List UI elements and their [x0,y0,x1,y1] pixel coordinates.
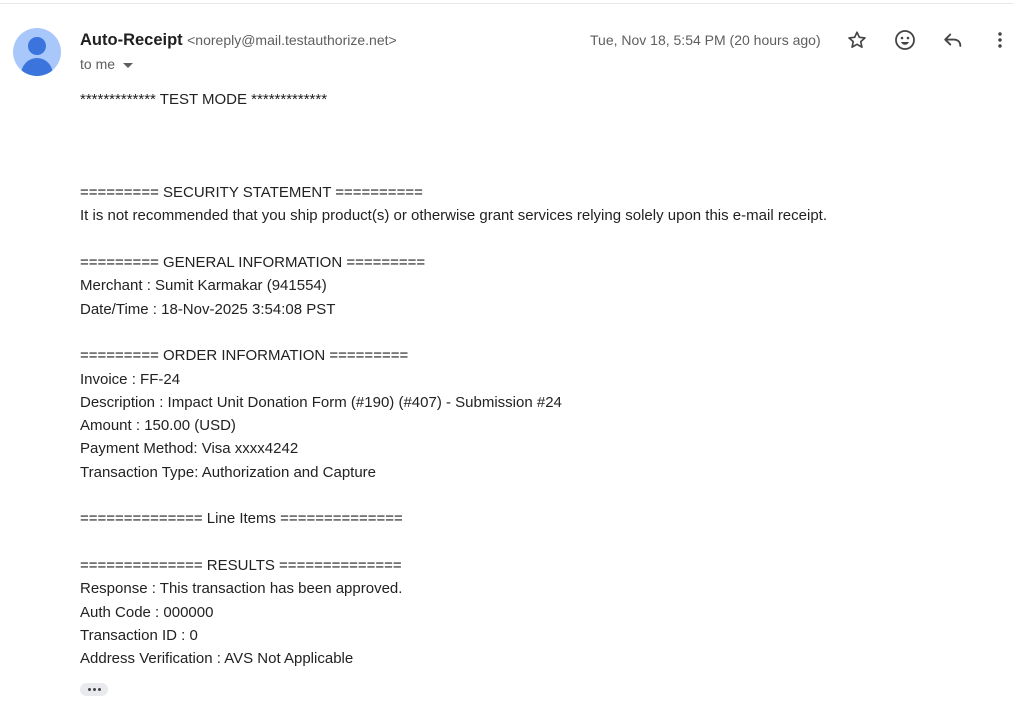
line-items-header: ============== Line Items ============== [80,510,403,528]
show-trimmed-content-button[interactable] [80,683,108,696]
description-line: Description : Impact Unit Donation Form (#190) (#407) - Submission #24 [80,393,562,411]
emoji-icon [893,28,917,52]
recipient-label: to me [80,56,116,72]
sender-avatar[interactable] [13,28,61,76]
payment-method-line: Payment Method: Visa xxxx4242 [80,440,299,458]
results-header: ============== RESULTS ============== [80,556,402,574]
ellipsis-icon [93,688,96,691]
more-options-button[interactable] [986,26,1014,54]
transaction-id-line: Transaction ID : 0 [80,626,198,644]
top-divider [0,3,1014,4]
security-text: It is not recommended that you ship product(s) or otherwise grant services relying solely upon this e-mail receipt. [80,207,828,225]
transaction-type-line: Transaction Type: Authorization and Capture [80,463,377,481]
response-line: Response : This transaction has been approved. [80,580,403,598]
merchant-line: Merchant : Sumit Karmakar (941554) [80,277,327,295]
address-verification-line: Address Verification : AVS Not Applicable [80,650,354,668]
general-header: ========= GENERAL INFORMATION ========= [80,254,426,272]
order-header: ========= ORDER INFORMATION ========= [80,347,409,365]
more-vert-icon [989,29,1011,51]
reply-icon [942,29,964,51]
datetime-line: Date/Time : 18-Nov-2025 3:54:08 PST [80,300,336,318]
star-button[interactable] [843,26,871,54]
security-header: ========= SECURITY STATEMENT ========== [80,184,423,202]
reply-button[interactable] [939,26,967,54]
avatar-head [28,37,46,55]
email-body [80,88,827,670]
recipient-toggle[interactable] [80,56,133,72]
ellipsis-icon [88,688,91,691]
amount-line: Amount : 150.00 (USD) [80,417,236,435]
invoice-line: Invoice : FF-24 [80,370,181,388]
email-date: Tue, Nov 18, 5:54 PM (20 hours ago) [590,32,821,48]
emoji-react-button[interactable] [891,26,919,54]
sender-email: <noreply@mail.testauthorize.net> [187,32,397,48]
ellipsis-icon [98,688,101,691]
auth-code-line: Auth Code : 000000 [80,603,214,621]
test-mode-banner: ************* TEST MODE ************* [80,91,328,108]
chevron-down-icon [123,63,133,68]
avatar-body [21,58,53,76]
sender-name[interactable]: Auto-Receipt [80,31,183,49]
star-icon [846,29,868,51]
sender-line [80,31,397,50]
